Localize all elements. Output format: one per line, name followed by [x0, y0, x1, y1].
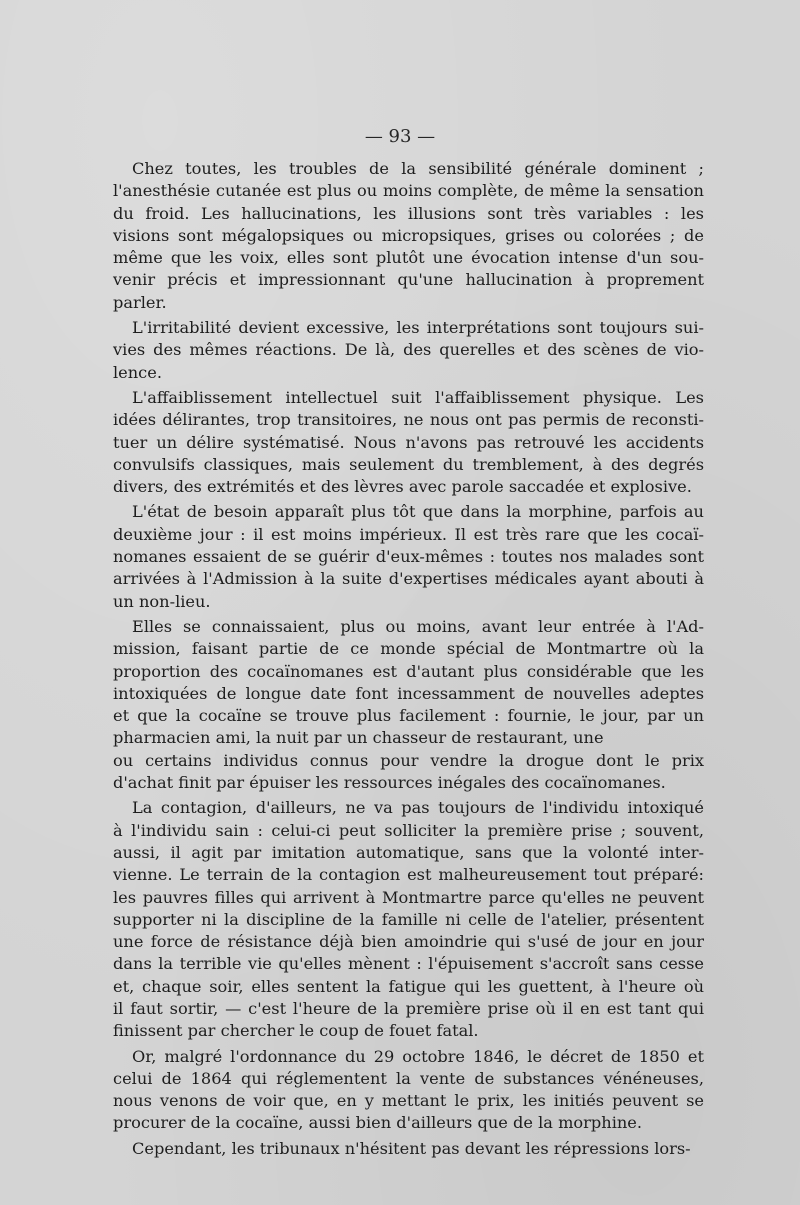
text-line: arrivées à l'Admission à la suite d'expertises médicales ayant abouti à — [113, 569, 704, 589]
text-line: convulsifs classiques, mais seulement du tremblement, à des degrés — [113, 454, 704, 474]
text-line: deuxième jour : il est moins impérieux. Il est très rare que les cocaï- — [113, 524, 704, 544]
text-line: Cependant, les tribunaux n'hésitent pas devant les répressions lors- — [132, 1138, 691, 1158]
text-line: nous venons de voir que, en y mettant le prix, les initiés peuvent se — [113, 1091, 704, 1111]
paragraph — [113, 158, 704, 314]
text-line: divers, des extrémités et des lèvres avec parole saccadée et explosive. — [113, 477, 692, 497]
text-line: procurer de la cocaïne, aussi bien d'ailleurs que de la morphine. — [113, 1113, 643, 1133]
text-line: et que la cocaïne se trouve plus facilement : fournie, le jour, par un — [113, 706, 704, 726]
text-line: Chez toutes, les troubles de la sensibilité générale dominent ; — [132, 159, 704, 178]
paragraph — [113, 1046, 704, 1135]
paragraph — [113, 616, 704, 794]
text-line: d'achat finit par épuiser les ressources inégales des cocaïnomanes. — [113, 773, 666, 793]
text-line: La contagion, d'ailleurs, ne va pas toujours de l'individu intoxiqué — [132, 798, 704, 818]
text-line: il faut sortir, — c'est l'heure de la première prise où il en est tant qui — [113, 998, 704, 1018]
paragraph — [113, 317, 704, 384]
paragraph — [113, 387, 704, 498]
text-line: idées délirantes, trop transitoires, ne nous ont pas permis de reconsti- — [113, 410, 704, 430]
text-line: visions sont mégalopsiques ou micropsiques, grises ou colorées ; de — [113, 225, 704, 245]
text-line: vienne. Le terrain de la contagion est malheureusement tout préparé: — [113, 865, 704, 885]
text-line: vies des mêmes réactions. De là, des querelles et des scènes de vio- — [113, 340, 704, 360]
text-line: même que les voix, elles sont plutôt une évocation intense d'un sou- — [113, 248, 704, 268]
text-line: tuer un délire systématisé. Nous n'avons pas retrouvé les accidents — [113, 432, 704, 452]
text-line: parler. — [113, 292, 167, 312]
text-line: venir précis et impressionnant qu'une hallucination à proprement — [113, 270, 704, 290]
text-line: finissent par chercher le coup de fouet fatal. — [113, 1021, 479, 1041]
text-line: à l'individu sain : celui-ci peut solliciter la première prise ; souvent, — [113, 820, 704, 840]
text-line: Elles se connaissaient, plus ou moins, avant leur entrée à l'Ad- — [132, 616, 704, 636]
body-text — [113, 158, 704, 1160]
text-line: lence. — [113, 362, 162, 382]
text-line: pharmacien ami, la nuit par un chasseur de restaurant, une — [113, 728, 604, 748]
text-line: L'état de besoin apparaît plus tôt que dans la morphine, parfois au — [132, 502, 704, 522]
page-number: — 93 — — [364, 126, 436, 147]
text-line: supporter ni la discipline de la famille ni celle de l'atelier, présentent — [113, 909, 704, 929]
text-line: mission, faisant partie de ce monde spécial de Montmartre où la — [113, 639, 704, 659]
text-line: nomanes essaient de se guérir d'eux-mêmes : toutes nos malades sont — [113, 547, 704, 567]
text-line: celui de 1864 qui réglementent la vente de substances vénéneuses, — [113, 1068, 704, 1088]
text-line: dans la terrible vie qu'elles mènent : l'épuisement s'accroît sans cesse — [113, 954, 704, 974]
text-line: L'irritabilité devient excessive, les interprétations sont toujours sui- — [132, 318, 704, 338]
text-line: l'anesthésie cutanée est plus ou moins complète, de même la sensation — [113, 181, 704, 201]
text-line: les pauvres filles qui arrivent à Montmartre parce qu'elles ne peuvent — [113, 887, 704, 907]
text-line: intoxiquées de longue date font incessamment de nouvelles adeptes — [113, 683, 704, 703]
text-line: une force de résistance déjà bien amoindrie qui s'usé de jour en jour — [113, 932, 704, 952]
paragraph — [113, 797, 704, 1042]
text-line: aussi, il agit par imitation automatique, sans que la volonté inter- — [113, 842, 704, 862]
text-line: L'affaiblissement intellectuel suit l'affaiblissement physique. Les — [132, 387, 704, 407]
text-line: proportion des cocaïnomanes est d'autant plus considérable que les — [113, 661, 704, 681]
text-line: du froid. Les hallucinations, les illusions sont très variables : les — [113, 203, 704, 223]
text-line: Or, malgré l'ordonnance du 29 octobre 1846, le décret de 1850 et — [132, 1046, 704, 1066]
paragraph — [113, 1138, 704, 1160]
text-line: ou certains individus connus pour vendre la drogue dont le prix — [113, 750, 704, 770]
paragraph — [113, 501, 704, 612]
text-line: et, chaque soir, elles sentent la fatigue qui les guettent, à l'heure où — [113, 976, 704, 996]
text-line: un non-lieu. — [113, 591, 211, 611]
